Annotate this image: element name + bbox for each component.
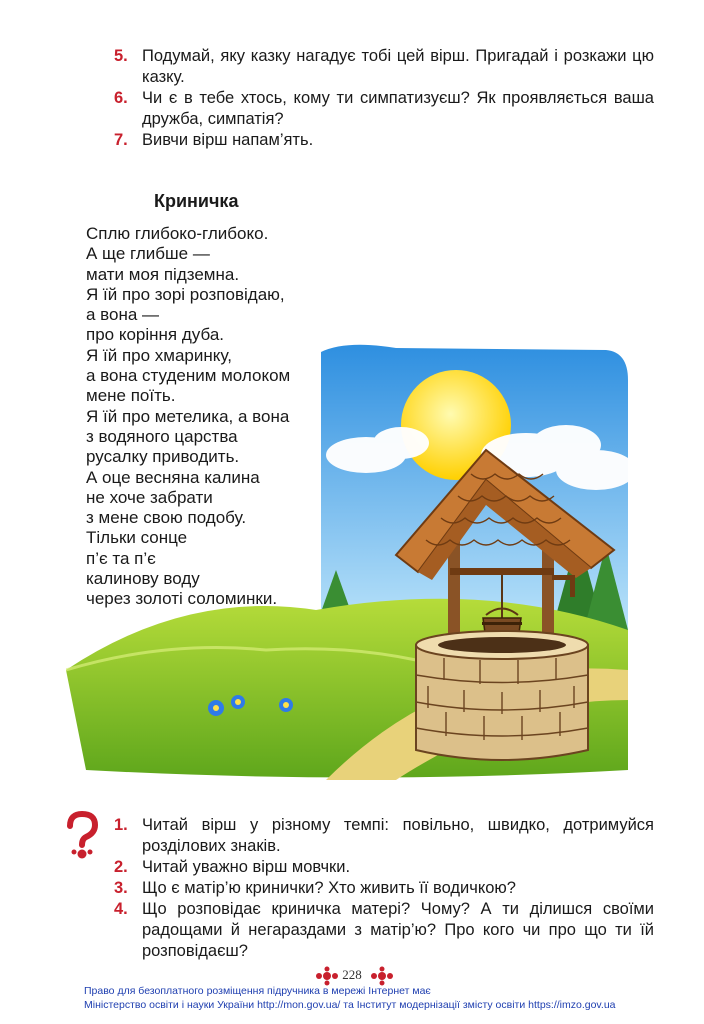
poem-line: з мене свою подобу. <box>86 508 247 528</box>
question-number: 7. <box>114 131 128 149</box>
question-text: Вивчи вірш напам’ять. <box>142 131 314 149</box>
poem-line: мати моя підземна. <box>86 264 240 284</box>
poem-line: А ще глибше — <box>86 244 210 264</box>
poem-line: про коріння дуба. <box>86 325 224 345</box>
question-item <box>114 88 654 130</box>
question-number: 1. <box>114 816 128 834</box>
copyright-notice-line1: Право для безоплатного розміщення підручника в мережі Інтернет має <box>84 985 431 997</box>
poem-line: п’є та п’є <box>86 548 156 568</box>
poem-line: Я їй про хмаринку, <box>86 345 232 365</box>
floral-ornament-icon <box>313 966 341 986</box>
poem-line: а вона — <box>86 305 160 325</box>
question-text: Чи є в тебе хтось, кому ти симпатизуєш? Як проявляється ваша дружба, симпатія? <box>142 89 654 128</box>
poem-title: Криничка <box>154 191 239 211</box>
question-number: 5. <box>114 47 128 65</box>
page-number: 228 <box>342 967 362 982</box>
question-number: 2. <box>114 858 128 876</box>
question-text: Читай вірш у різному темпі: повільно, швидко, дотримуйся розділових знаків. <box>142 816 654 855</box>
question-item <box>114 899 654 962</box>
question-text: Що є матір’ю кринички? Хто живить її водичкою? <box>142 879 516 897</box>
question-text: Читай уважно вірш мовчки. <box>142 858 351 876</box>
poem-line: з водяного царства <box>86 426 238 446</box>
poem-line: А оце весняна калина <box>86 467 260 487</box>
poem-line: а вона студеним молоком <box>86 366 291 386</box>
question-number: 3. <box>114 879 128 897</box>
question-number: 6. <box>114 89 128 107</box>
poem-line: Я їй про метелика, а вона <box>86 406 290 426</box>
poem-line: не хоче забрати <box>86 487 213 507</box>
poem-line: мене поїть. <box>86 386 176 406</box>
top-questions <box>114 46 654 151</box>
floral-ornament-icon <box>368 966 396 986</box>
question-item <box>114 878 654 899</box>
question-item <box>114 46 654 88</box>
question-text: Що розповідає криничка матері? Чому? А ти ділишся своїми радощами й негараздами з матір’ю? Про кого чи про що ти їй розповідаєш? <box>142 900 654 960</box>
well-illustration <box>66 340 642 790</box>
poem-line: Я їй про зорі розповідаю, <box>86 284 285 304</box>
question-mark-icon <box>62 810 102 862</box>
copyright-notice-line2: Міністерство освіти і науки України http://mon.gov.ua/ та Інститут модернізації змісту освіти https://imzo.gov.ua <box>84 999 616 1011</box>
page-footer <box>0 966 704 984</box>
question-item <box>114 130 654 151</box>
poem-line: Тільки сонце <box>86 528 188 548</box>
question-item <box>114 815 654 857</box>
question-item <box>114 857 654 878</box>
poem-line: через золоті соломинки. <box>86 589 278 609</box>
bottom-questions <box>114 815 654 962</box>
poem-line: русалку приводить. <box>86 447 240 467</box>
question-text: Подумай, яку казку нагадує тобі цей вірш. Пригадай і розкажи цю казку. <box>142 47 654 86</box>
poem-line: Сплю глибоко-глибоко. <box>86 224 269 243</box>
question-number: 4. <box>114 900 128 918</box>
poem-line: калинову воду <box>86 569 200 589</box>
